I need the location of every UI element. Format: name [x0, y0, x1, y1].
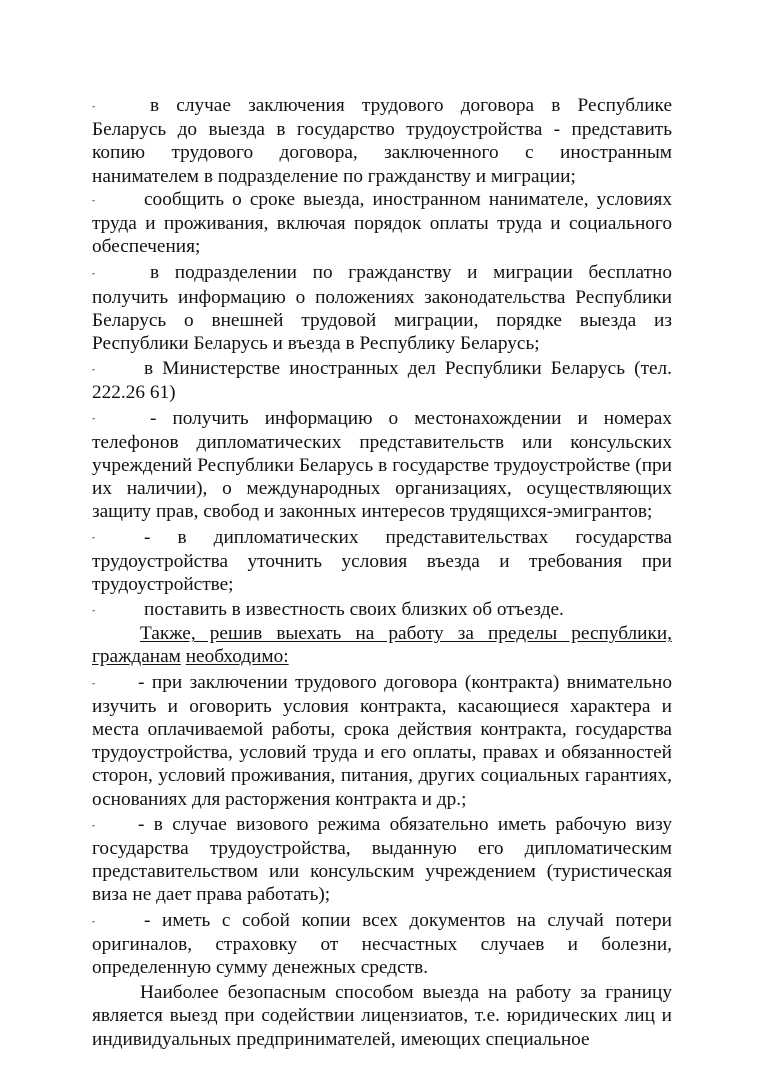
- list-item-text: в подразделении по гражданству и миграции бесплатно получить информацию о положениях законодательства Республики Беларусь о внешней трудовой миграции, порядке выезда из Республики Беларусь и въезда в Республику Беларусь;: [92, 262, 672, 354]
- list-item-contract-review: - - при заключении трудового договора (контракта) внимательно изучить и оговорить условия контракта, касающиеся характера и места оплачиваемой работы, срока действия контракта, государства трудоустройства, условий труда и его оплаты, правах и обязанностей сторон, условий проживания, питания, других социальных гарантиях, основаниях для расторжения контракта и др.;: [92, 671, 672, 810]
- final-paragraph: [92, 981, 672, 1051]
- heading-underlined-text-end: необходимо:: [185, 646, 289, 668]
- list-item-text: в случае заключения трудового договора в Республике Беларусь до выезда в государство трудоустройства - представить копию трудового договора, заключенного с иностранным нанимателем в подразделение по гражданству и миграции;: [92, 95, 672, 187]
- list-item-notify-relatives: - поставить в известность своих близких об отъезде.: [92, 599, 564, 621]
- heading-underlined-text: Также, решив выехать на работу за пределы республики, гражданам: [92, 623, 672, 668]
- list-item-entry-conditions: - - в дипломатических представительствах государства трудоустройства уточнить условия въезда и требования при трудоустройстве;: [92, 526, 672, 595]
- list-item-text: - получить информацию о местонахождении и номерах телефонов дипломатических представительств или консульских учреждений Республики Беларусь в государстве трудоустройстве (при их наличии), о международных организациях, осуществляющих защиту прав, свобод и законных интересов трудящихся-эмигрантов;: [92, 407, 672, 523]
- list-item-text: - в случае визового режима обязательно иметь рабочую визу государства трудоустройства, выданную его дипломатическим представительством или консульским учреждением (туристическая виза не дает права работать);: [92, 813, 672, 906]
- list-item-text: - иметь с собой копии всех документов на случай потери оригиналов, страховку от несчастных случаев и болезни, определенную сумму денежных средств.: [92, 909, 672, 978]
- list-item-ministry: - в Министерстве иностранных дел Республики Беларусь (тел. 222.26 61): [92, 358, 672, 404]
- list-item-migration-info: - в подразделении по гражданству и миграции бесплатно получить информацию о положениях законодательства Республики Беларусь о внешней трудовой миграции, порядке выезда из Республики Беларусь и въезда в Республику Беларусь;: [92, 262, 672, 354]
- list-item-departure-info: - сообщить о сроке выезда, иностранном нанимателе, условиях труда и проживания, включая порядок оплаты труда и социального обеспечения;: [92, 188, 672, 258]
- list-item-text: поставить в известность своих близких об отъезде.: [144, 599, 564, 621]
- list-item-document-copies: - - иметь с собой копии всех документов на случай потери оригиналов, страховку от несчастных случаев и болезни, определенную сумму денежных средств.: [92, 909, 672, 978]
- list-item-work-visa: - - в случае визового режима обязательно иметь рабочую визу государства трудоустройства, выданную его дипломатическим представительством или консульским учреждением (туристическая виза не дает права работать);: [92, 813, 672, 906]
- section-heading: [92, 622, 672, 668]
- list-item-embassy-info: - - получить информацию о местонахождении и номерах телефонов дипломатических представительств или консульских учреждений Республики Беларусь в государстве трудоустройстве (при их наличии), о международных организациях, осуществляющих защиту прав, свобод и законных интересов трудящихся-эмигрантов;: [92, 407, 672, 523]
- paragraph-text: Наиболее безопасным способом выезда на работу за границу является выезд при содействии лицензиатов, т.е. юридических лиц и индивидуальных предпринимателей, имеющих специальное: [92, 982, 672, 1050]
- list-item-text: в Министерстве иностранных дел Республики Беларусь (тел. 222.26 61): [92, 358, 672, 404]
- list-item-text: - при заключении трудового договора (контракта) внимательно изучить и оговорить условия контракта, касающиеся характера и места оплачиваемой работы, срока действия контракта, государства трудоустройства, условий труда и его оплаты, правах и обязанностей сторон, условий проживания, питания, других социальных гарантиях, основаниях для расторжения контракта и др.;: [92, 671, 672, 810]
- list-item-text: сообщить о сроке выезда, иностранном нанимателе, условиях труда и проживания, включая порядок оплаты труда и социального обеспечения;: [92, 188, 672, 258]
- list-item-employment-contract: - в случае заключения трудового договора в Республике Беларусь до выезда в государство трудоустройства - представить копию трудового договора, заключенного с иностранным нанимателем в подразделение по гражданству и миграции;: [92, 95, 672, 187]
- list-item-text: - в дипломатических представительствах государства трудоустройства уточнить условия въезда и требования при трудоустройстве;: [92, 526, 672, 595]
